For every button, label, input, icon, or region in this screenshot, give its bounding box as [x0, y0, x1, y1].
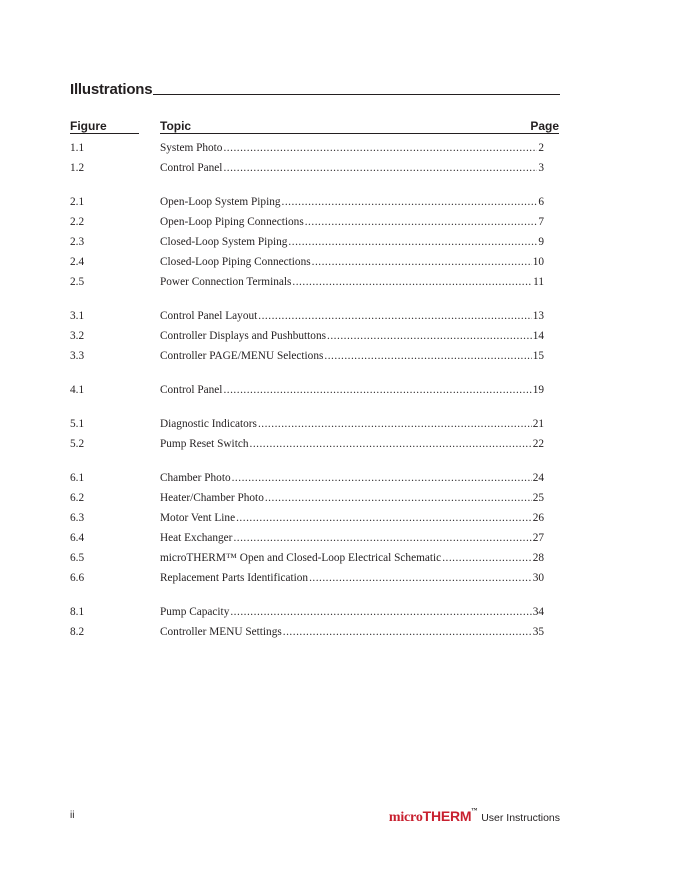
figure-topic: microTHERM™ Open and Closed-Loop Electrical Schematic	[160, 552, 442, 564]
dot-leader	[309, 568, 532, 588]
dot-leader	[327, 326, 532, 346]
figure-topic: Heater/Chamber Photo	[160, 492, 264, 504]
figure-number: 2.4	[70, 256, 85, 268]
figure-topic: Closed-Loop Piping Connections	[160, 256, 311, 268]
figure-topic: Control Panel	[160, 162, 223, 174]
column-header-figure: Figure	[70, 119, 139, 134]
dot-leader	[223, 138, 537, 158]
title-rule	[153, 94, 560, 95]
toc-row[interactable]	[70, 272, 544, 292]
toc-row[interactable]	[70, 602, 544, 622]
toc-entry	[160, 380, 544, 400]
toc-row[interactable]	[70, 346, 544, 366]
toc-row[interactable]	[70, 508, 544, 528]
figure-topic: Pump Reset Switch	[160, 438, 249, 450]
page-reference: 19	[532, 384, 544, 396]
figure-topic: Closed-Loop System Piping	[160, 236, 288, 248]
figure-number: 1.2	[70, 162, 85, 174]
toc-row[interactable]	[70, 414, 544, 434]
toc-row[interactable]	[70, 380, 544, 400]
toc-row[interactable]	[70, 568, 544, 588]
toc-entry	[160, 306, 544, 326]
page-reference: 30	[532, 572, 544, 584]
toc-entry	[160, 212, 544, 232]
toc-entry	[160, 138, 544, 158]
figure-topic: Heat Exchanger	[160, 532, 233, 544]
toc-row[interactable]	[70, 528, 544, 548]
dot-leader	[223, 380, 531, 400]
column-header-page: Page	[530, 119, 559, 133]
toc-group	[70, 468, 544, 588]
toc-row[interactable]	[70, 138, 544, 158]
toc-entry	[160, 468, 544, 488]
toc-group	[70, 414, 544, 454]
toc-entry	[160, 508, 544, 528]
toc-row[interactable]	[70, 488, 544, 508]
dot-leader	[265, 488, 532, 508]
figure-number: 2.2	[70, 216, 85, 228]
toc-row[interactable]	[70, 252, 544, 272]
figure-topic: Power Connection Terminals	[160, 276, 292, 288]
toc-entry	[160, 346, 544, 366]
toc-row[interactable]	[70, 158, 544, 178]
dot-leader	[250, 434, 532, 454]
figure-number: 3.1	[70, 310, 85, 322]
page-reference: 7	[538, 216, 544, 228]
toc-group	[70, 306, 544, 366]
toc-row[interactable]	[70, 306, 544, 326]
figure-number: 1.1	[70, 142, 85, 154]
toc-row[interactable]	[70, 548, 544, 568]
toc-entry	[160, 548, 544, 568]
toc-row[interactable]	[70, 232, 544, 252]
figure-topic: Controller MENU Settings	[160, 626, 282, 638]
dot-leader	[282, 192, 538, 212]
dot-leader	[292, 272, 532, 292]
toc-entry	[160, 414, 544, 434]
toc-entry	[160, 158, 544, 178]
page-reference: 26	[532, 512, 544, 524]
figure-topic: Control Panel Layout	[160, 310, 258, 322]
figure-number: 6.1	[70, 472, 85, 484]
page-reference: 22	[532, 438, 544, 450]
page-reference: 2	[538, 142, 544, 154]
dot-leader	[288, 232, 537, 252]
figure-topic: Diagnostic Indicators	[160, 418, 257, 430]
dot-leader	[312, 252, 532, 272]
toc-row[interactable]	[70, 326, 544, 346]
dot-leader	[324, 346, 531, 366]
toc-entry	[160, 272, 544, 292]
page-reference: 11	[533, 276, 544, 288]
toc-row[interactable]	[70, 468, 544, 488]
toc-group	[70, 138, 544, 178]
figure-topic: System Photo	[160, 142, 223, 154]
page-reference: 24	[532, 472, 544, 484]
toc-entry	[160, 568, 544, 588]
toc-row[interactable]	[70, 212, 544, 232]
dot-leader	[233, 528, 531, 548]
toc-entry	[160, 192, 544, 212]
page-reference: 15	[532, 350, 544, 362]
toc-entry	[160, 488, 544, 508]
page-reference: 13	[532, 310, 544, 322]
toc-row[interactable]	[70, 622, 544, 642]
footer-label: User Instructions	[481, 812, 560, 824]
dot-leader	[305, 212, 538, 232]
footer-branding	[389, 808, 560, 826]
toc-group	[70, 380, 544, 400]
figure-number: 6.3	[70, 512, 85, 524]
figure-topic: Pump Capacity	[160, 606, 230, 618]
logo-therm: THERM	[422, 808, 472, 824]
logo-trademark: ™	[471, 808, 478, 814]
page-reference: 21	[532, 418, 544, 430]
dot-leader	[283, 622, 532, 642]
figure-topic: Controller PAGE/MENU Selections	[160, 350, 324, 362]
page-reference: 28	[532, 552, 544, 564]
page-reference: 3	[538, 162, 544, 174]
toc-entry	[160, 528, 544, 548]
column-header-topic: Topic	[160, 119, 559, 134]
page-reference: 35	[532, 626, 544, 638]
figure-number: 5.2	[70, 438, 85, 450]
page-reference: 10	[532, 256, 544, 268]
page-reference: 27	[532, 532, 544, 544]
toc-header	[70, 119, 559, 134]
toc-entry	[160, 252, 544, 272]
figure-number: 6.2	[70, 492, 85, 504]
figure-number: 4.1	[70, 384, 85, 396]
section-title-row	[70, 78, 560, 98]
toc-entry	[160, 602, 544, 622]
figure-topic: Chamber Photo	[160, 472, 231, 484]
page-reference: 34	[532, 606, 544, 618]
toc-entry	[160, 232, 544, 252]
figure-topic: Motor Vent Line	[160, 512, 236, 524]
figure-topic: Controller Displays and Pushbuttons	[160, 330, 327, 342]
page-reference: 25	[532, 492, 544, 504]
figure-number: 6.4	[70, 532, 85, 544]
toc-row[interactable]	[70, 192, 544, 212]
figure-number: 5.1	[70, 418, 85, 430]
figure-number: 3.3	[70, 350, 85, 362]
dot-leader	[232, 468, 532, 488]
dot-leader	[258, 414, 532, 434]
page-reference: 14	[532, 330, 544, 342]
logo-micro: micro	[388, 810, 423, 825]
figure-topic: Open-Loop System Piping	[160, 196, 281, 208]
microtherm-logo	[389, 808, 477, 826]
dot-leader	[442, 548, 532, 568]
page-reference: 9	[538, 236, 544, 248]
figure-number: 6.5	[70, 552, 85, 564]
dot-leader	[258, 306, 531, 326]
dot-leader	[230, 602, 531, 622]
figure-topic: Open-Loop Piping Connections	[160, 216, 304, 228]
toc-row[interactable]	[70, 434, 544, 454]
figure-number: 2.3	[70, 236, 85, 248]
toc-entry	[160, 622, 544, 642]
page-reference: 6	[538, 196, 544, 208]
toc-group	[70, 192, 544, 292]
dot-leader	[236, 508, 532, 528]
figure-number: 3.2	[70, 330, 85, 342]
figure-number: 2.1	[70, 196, 85, 208]
page-number: ii	[70, 810, 75, 821]
figure-topic: Replacement Parts Identification	[160, 572, 309, 584]
toc-entry	[160, 434, 544, 454]
dot-leader	[223, 158, 537, 178]
figure-number: 8.1	[70, 606, 85, 618]
figure-number: 6.6	[70, 572, 85, 584]
figure-number: 8.2	[70, 626, 85, 638]
illustrations-list	[70, 138, 544, 656]
figure-topic: Control Panel	[160, 384, 223, 396]
toc-entry	[160, 326, 544, 346]
toc-group	[70, 602, 544, 642]
figure-number: 2.5	[70, 276, 85, 288]
page-title: Illustrations	[70, 81, 153, 98]
